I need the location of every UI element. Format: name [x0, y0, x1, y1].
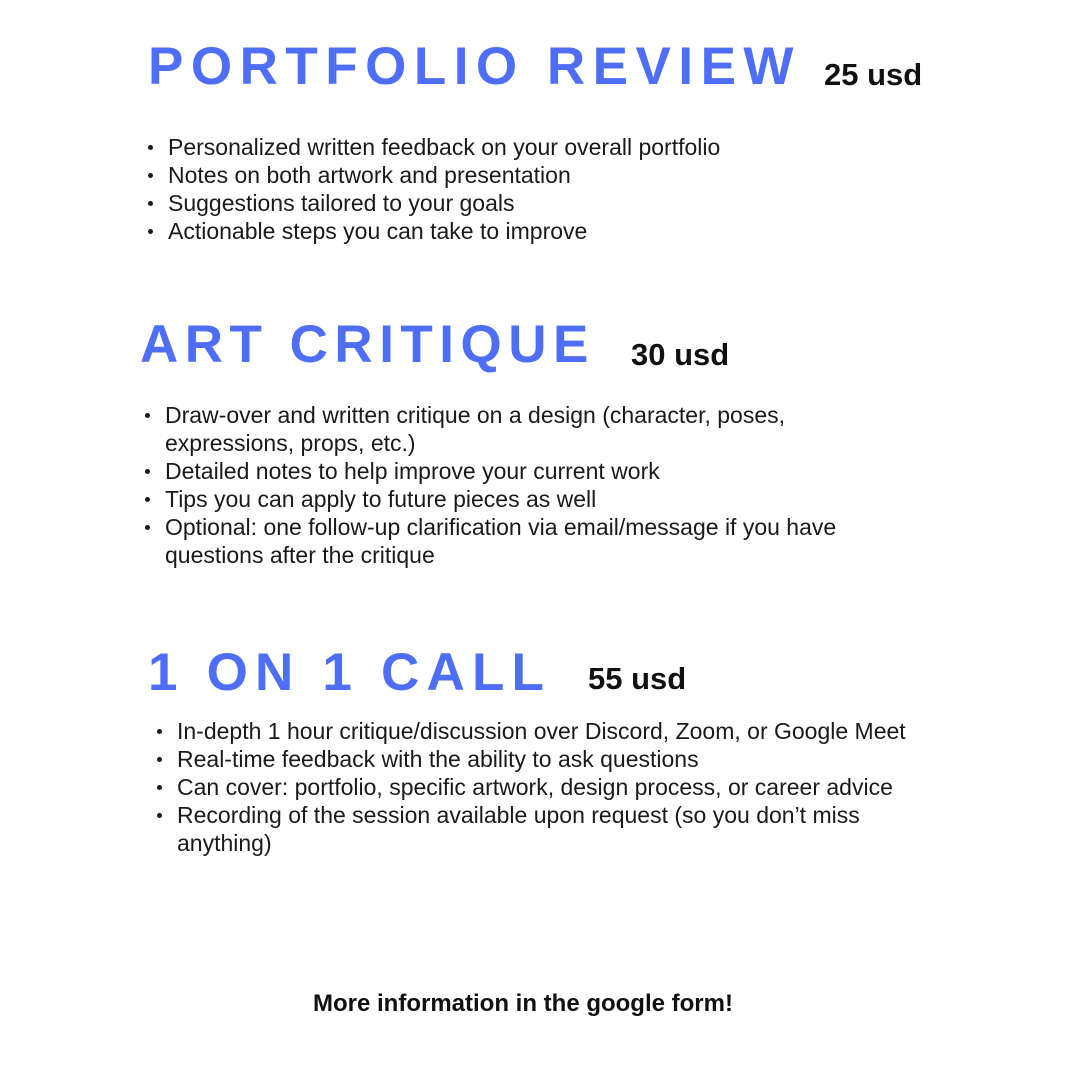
list-item: Tips you can apply to future pieces as well: [165, 485, 845, 513]
footer-note: More information in the google form!: [313, 990, 733, 1017]
art-critique-features: [165, 401, 845, 569]
list-item: Recording of the session available upon request (so you don’t miss anything): [177, 801, 922, 857]
one-on-one-call-price: 55 usd: [588, 661, 687, 696]
list-item: Suggestions tailored to your goals: [168, 189, 968, 217]
portfolio-review-title: PORTFOLIO REVIEW: [148, 37, 801, 96]
one-on-one-call-title: 1 ON 1 CALL: [148, 643, 552, 702]
list-item: Real-time feedback with the ability to ask questions: [177, 745, 922, 773]
art-critique-title: ART CRITIQUE: [140, 315, 595, 374]
list-item: Notes on both artwork and presentation: [168, 161, 968, 189]
one-on-one-call-features: [177, 717, 922, 857]
list-item: Can cover: portfolio, specific artwork, design process, or career advice: [177, 773, 922, 801]
list-item: Optional: one follow-up clarification via email/message if you have questions after the critique: [165, 513, 845, 569]
list-item: In-depth 1 hour critique/discussion over Discord, Zoom, or Google Meet: [177, 717, 922, 745]
list-item: Actionable steps you can take to improve: [168, 217, 968, 245]
list-item: Draw-over and written critique on a design (character, poses, expressions, props, etc.): [165, 401, 845, 457]
portfolio-review-features: [168, 133, 968, 245]
list-item: Detailed notes to help improve your current work: [165, 457, 845, 485]
portfolio-review-price: 25 usd: [824, 57, 923, 92]
art-critique-price: 30 usd: [631, 337, 730, 372]
list-item: Personalized written feedback on your overall portfolio: [168, 133, 968, 161]
